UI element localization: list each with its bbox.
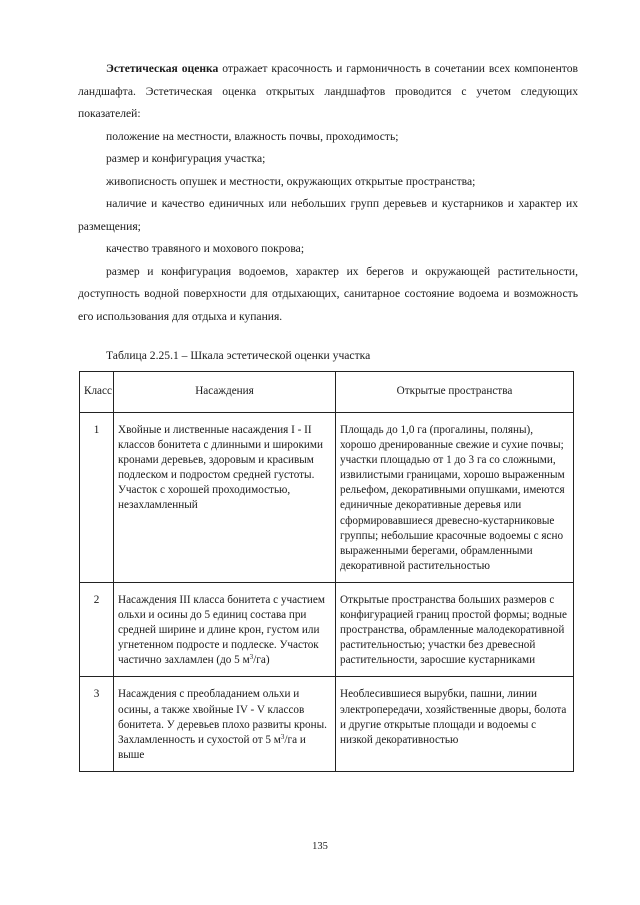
stands-cell bbox=[114, 677, 336, 771]
stands-cell bbox=[114, 582, 336, 676]
page-number: 135 bbox=[312, 841, 328, 852]
table-row bbox=[80, 413, 574, 583]
stands-tail: /га и выше bbox=[118, 733, 306, 761]
indicator-item: наличие и качество единичных или небольших групп деревьев и кустарников и характер их размещения; bbox=[78, 197, 578, 233]
header-class: Класс bbox=[80, 372, 114, 413]
table-row bbox=[80, 582, 574, 676]
open-spaces-cell: Открытые пространства больших размеров с конфигурацией границ простой формы; водные пространства, обрамленные малодекоративной растительностью; участки без древесной растительности, заросшие кустарниками bbox=[336, 582, 574, 676]
indicator-item: размер и конфигурация водоемов, характер их берегов и окружающей растительности, доступность водной поверхности для отдыхающих, санитарное состояние водоема и возможность его использования для отдыха и купания. bbox=[78, 264, 578, 323]
indicator-item: живописность опушек и местности, окружающих открытые пространства; bbox=[106, 174, 476, 188]
header-open-spaces: Открытые пространства bbox=[336, 372, 574, 413]
intro-text: отражает красочность и гармоничность в сочетании всех компонентов ландшафта. Эстетическая оценка открытых ландшафтов проводится с учетом следующих показателей: bbox=[78, 62, 578, 120]
superscript: 3 bbox=[249, 653, 254, 662]
class-cell: 2 bbox=[80, 582, 114, 676]
table-row bbox=[80, 677, 574, 771]
indicator-item: качество травяного и мохового покрова; bbox=[106, 242, 305, 255]
aesthetic-scale-table bbox=[79, 371, 574, 772]
class-cell: 1 bbox=[80, 413, 114, 583]
open-spaces-cell: Необлесившиеся вырубки, пашни, линии электропередачи, хозяйственные дворы, болота и другие открытые площади и водоемы с низкой декоративностью bbox=[336, 677, 574, 771]
term-bold: Эстетическая оценка bbox=[106, 62, 219, 75]
body-text bbox=[78, 58, 578, 328]
stands-tail: /га) bbox=[253, 654, 270, 667]
indicator-item: положение на местности, влажность почвы, проходимость; bbox=[106, 129, 399, 143]
class-cell: 3 bbox=[80, 677, 114, 771]
stands-cell: Хвойные и лиственные насаждения I - II классов бонитета с длинными и широкими кронами деревьев, здоровым и красивым подлеском и подростом средней густоты. Участок с хорошей проходимостью, незахламленный bbox=[114, 413, 336, 583]
open-spaces-cell: Площадь до 1,0 га (прогалины, поляны), хорошо дренированные свежие и сухие почвы; участки площадью от 1 до 3 га со сложными, извилистыми границами, хорошо выраженным рельефом, декоративными опушками, имеются единичные декоративные деревья или сформировавшиеся древесно-кустарниковые группы; небольшие красочные водоемы с ясно выраженными берегами, обрамленными декоративной растительностью bbox=[336, 413, 574, 583]
superscript: 3 bbox=[280, 732, 285, 741]
intro-paragraph bbox=[78, 58, 578, 126]
indicator-item: размер и конфигурация участка; bbox=[106, 152, 266, 165]
stands-text: Насаждения III класса бонитета с участием ольхи и осины до 5 единиц состава при средней ширине и длине крон, густом или угнетенном подросте и подлеске. Участок частично захламлен (до 5 м bbox=[118, 593, 325, 667]
table-header-row bbox=[80, 372, 574, 413]
header-stands: Насаждения bbox=[114, 372, 336, 413]
stands-text: Насаждения с преобладанием ольхи и осины, а также хвойные IV - V классов бонитета. У деревьев плохо развиты кроны. Захламленность и сухостой от 5 м bbox=[118, 688, 327, 746]
table-caption: Таблица 2.25.1 – Шкала эстетической оценки участка bbox=[106, 349, 371, 362]
